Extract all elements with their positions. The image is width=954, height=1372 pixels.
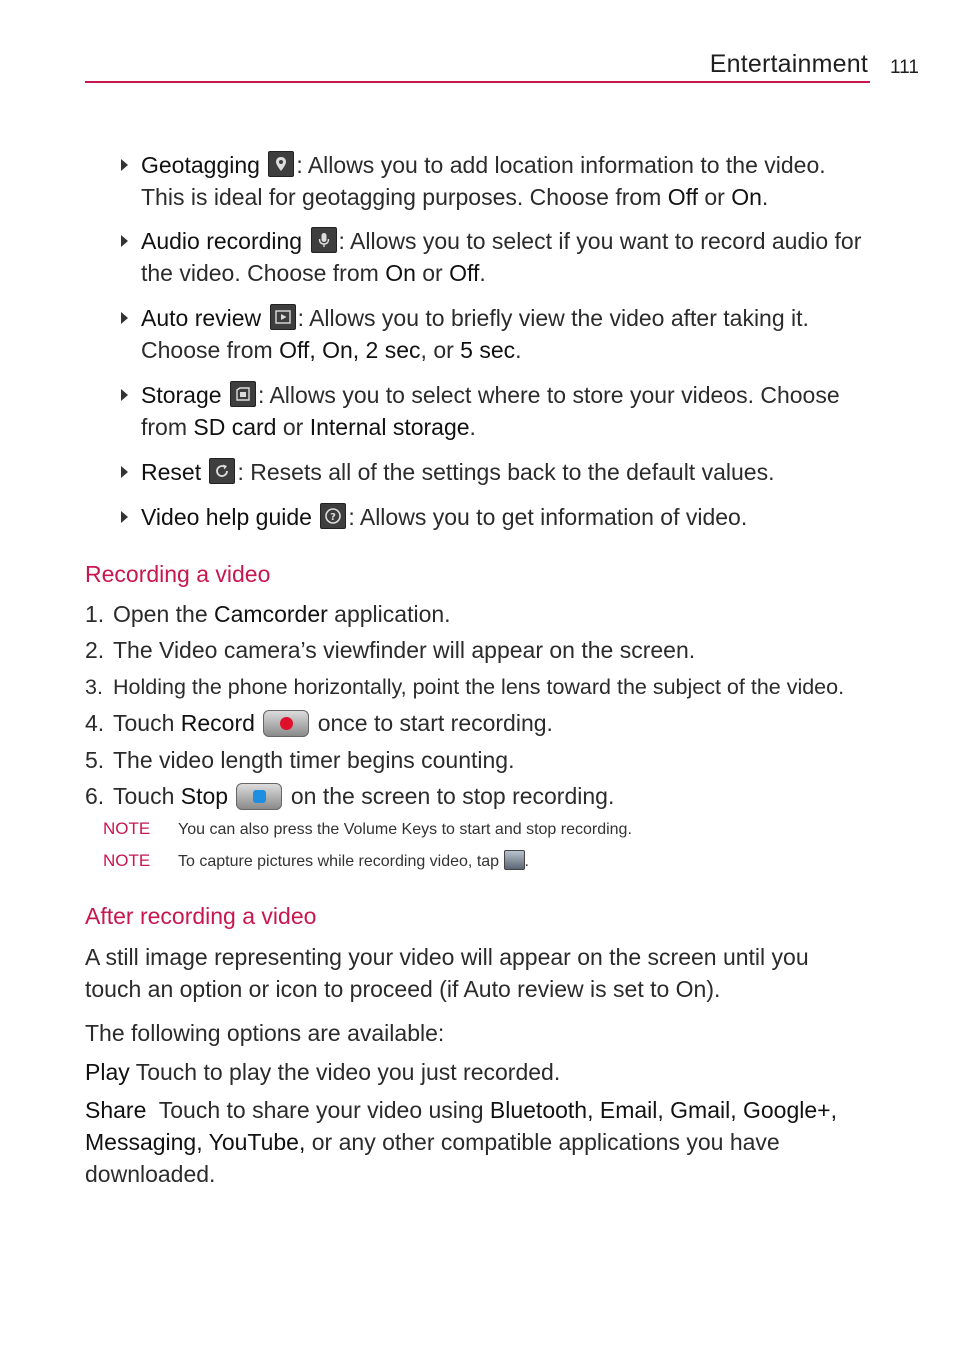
- bullet-arrow-icon: [121, 511, 128, 523]
- bullet-storage: Storage : Allows you to select where to store your videos. Choose from SD card or Internal storage.: [121, 379, 866, 443]
- bullet-arrow-icon: [121, 389, 128, 401]
- bullet-term: Video help guide: [141, 504, 312, 530]
- option-play: Play Touch to play the video you just recorded.: [85, 1059, 561, 1085]
- after-intro: A still image representing your video will appear on the screen until you touch an option or icon to proceed (if Auto review is set to On).: [85, 944, 809, 1002]
- bullet-arrow-icon: [121, 466, 128, 478]
- stop-button-icon: [236, 783, 282, 810]
- bullet-video-help-guide: Video help guide ? : Allows you to get information of video.: [121, 501, 866, 533]
- step-3: 3. Holding the phone horizontally, point the lens toward the subject of the video.: [85, 675, 845, 699]
- section-heading-recording: Recording a video: [85, 561, 271, 587]
- step-2: 2. The Video camera’s viewfinder will appear on the screen.: [85, 637, 696, 663]
- microphone-icon: [311, 227, 337, 253]
- sd-card-icon: [230, 381, 256, 407]
- step-4: 4. Touch Record once to start recording.: [85, 710, 553, 736]
- reset-icon: [209, 458, 235, 484]
- note-volume-keys: NOTE You can also press the Volume Keys to start and stop recording.: [103, 819, 632, 838]
- bullet-term: Geotagging: [141, 152, 260, 178]
- bullet-audio-recording: Audio recording : Allows you to select if you want to record audio for the video. Choose from On or Off.: [121, 225, 866, 289]
- bullet-term: Reset: [141, 459, 202, 485]
- record-button-icon: [263, 710, 309, 737]
- help-icon: [320, 503, 346, 529]
- capture-icon: [504, 850, 525, 870]
- bullet-term: Audio recording: [141, 228, 303, 254]
- page-number: 111: [890, 57, 919, 78]
- note-capture-pictures: NOTE To capture pictures while recording video, tap .: [103, 851, 529, 870]
- bullet-arrow-icon: [121, 159, 128, 171]
- bullet-term: Storage: [141, 382, 222, 408]
- step-1: 1. Open the Camcorder application.: [85, 601, 451, 627]
- section-heading-after-recording: After recording a video: [85, 903, 317, 929]
- bullet-arrow-icon: [121, 235, 128, 247]
- bullet-auto-review: Auto review : Allows you to briefly view the video after taking it. Choose from Off, On, 2 sec, or 5 sec.: [121, 302, 866, 366]
- bullet-reset: Reset : Resets all of the settings back to the default values.: [121, 456, 866, 488]
- bullet-geotagging: Geotagging : Allows you to add location information to the video. This is ideal for geotagging purposes. Choose from Off or On.: [121, 149, 866, 213]
- play-icon: [270, 304, 296, 330]
- geotag-icon: [268, 151, 294, 177]
- svg-text:?: ?: [330, 512, 337, 523]
- options-intro: The following options are available:: [85, 1020, 445, 1046]
- option-share: Share Touch to share your video using Bluetooth, Email, Gmail, Google+, Messaging, YouTube, or any other compatible applications you have downloaded.: [85, 1097, 837, 1187]
- step-5: 5. The video length timer begins counting.: [85, 747, 515, 773]
- page-header: [85, 50, 870, 83]
- chapter-title: Entertainment: [709, 50, 868, 78]
- bullet-arrow-icon: [121, 312, 128, 324]
- step-6: 6. Touch Stop on the screen to stop recording.: [85, 783, 615, 809]
- bullet-term: Auto review: [141, 305, 262, 331]
